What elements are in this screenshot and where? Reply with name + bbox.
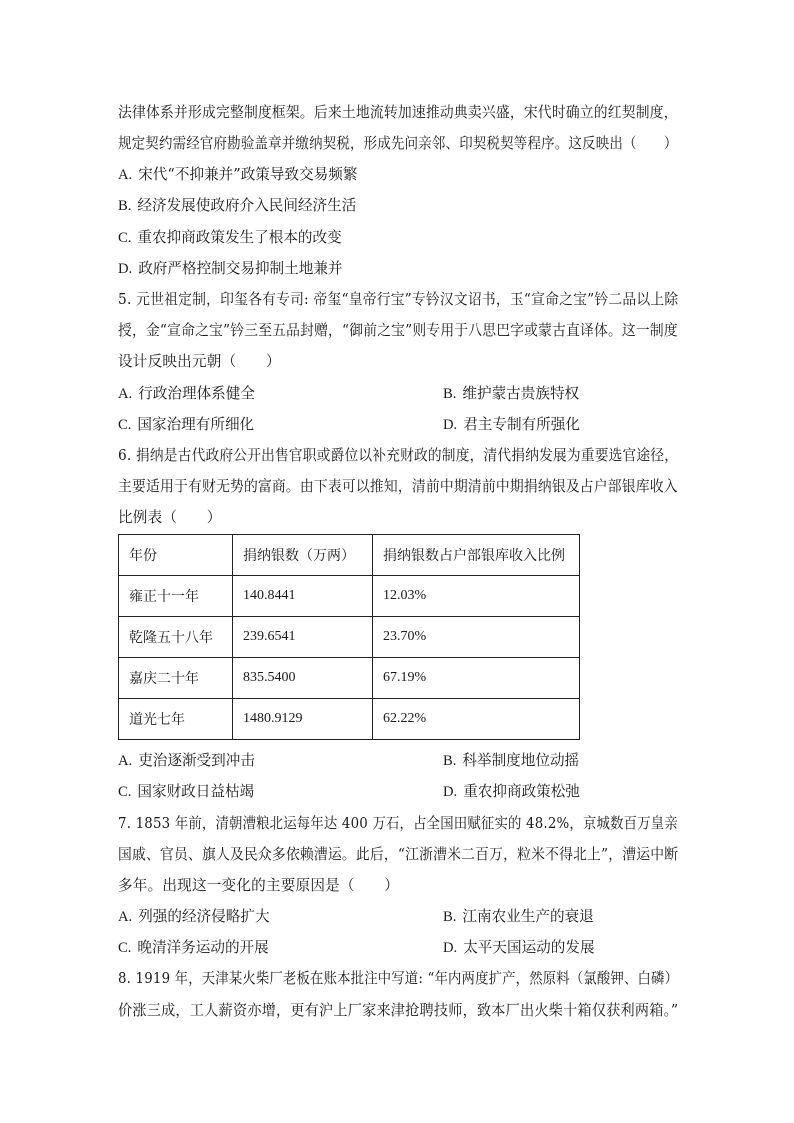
table-row xyxy=(119,658,580,699)
q7-line-3: 多年。出现这一变化的主要原因是（ ） xyxy=(118,877,400,894)
option-label: D. xyxy=(443,784,458,800)
option-label: C. xyxy=(118,940,132,956)
option-label: B. xyxy=(443,386,457,402)
table-cell-amount: 239.6541 xyxy=(233,617,373,658)
option-text: 重农抑商政策松弛 xyxy=(463,783,580,800)
table-cell-year: 道光七年 xyxy=(119,699,233,740)
q4-option-d xyxy=(118,259,343,279)
option-text: 经济发展使政府介入民间经济生活 xyxy=(137,197,357,214)
q7-option-b xyxy=(443,907,594,927)
q5-line-2: 授，金“宣命之宝”钤三至五品封赠，“御前之宝”则专用于八思巴字或蒙古直译体。这一制度 xyxy=(118,322,678,339)
option-label: C. xyxy=(118,230,132,246)
option-label: C. xyxy=(118,417,132,433)
q4-option-b xyxy=(118,196,356,216)
option-label: B. xyxy=(443,753,457,769)
option-text: 君主专制有所强化 xyxy=(463,416,580,433)
q8-line-1: 8. 1919 年，天津某火柴厂老板在账本批注中写道: “年内两度扩产，然原料（氯酸钾、白磷） xyxy=(118,970,679,987)
q6-line-1: 6. 捐纳是古代政府公开出售官职或爵位以补充财政的制度，清代捐纳发展为重要选官途径， xyxy=(118,447,679,464)
option-text: 江南农业生产的衰退 xyxy=(462,908,594,925)
q7-option-a xyxy=(118,907,270,927)
donation-table xyxy=(118,534,580,740)
q6-option-c xyxy=(118,782,254,802)
table-cell-ratio: 62.22% xyxy=(373,699,580,740)
table-header-cell: 年份 xyxy=(119,535,233,576)
option-label: A. xyxy=(118,386,133,402)
q8-line-2: 价涨三成，工人薪资亦增，更有沪上厂家来津抢聘技师，致本厂出火柴十箱仅获利两箱。” xyxy=(118,1002,679,1019)
q4-option-a xyxy=(118,165,357,185)
table-cell-amount: 1480.9129 xyxy=(233,699,373,740)
option-text: 晚清洋务运动的开展 xyxy=(137,939,269,956)
option-text: 科举制度地位动摇 xyxy=(462,752,580,769)
q5-option-a xyxy=(118,384,255,404)
table-cell-year: 嘉庆二十年 xyxy=(119,658,233,699)
q6-line-3: 比例表（ ） xyxy=(118,509,222,526)
option-text: 宋代“不抑兼并”政策导致交易频繁 xyxy=(138,166,358,183)
option-label: A. xyxy=(118,909,133,925)
q6-option-d xyxy=(443,782,580,802)
table-header-row xyxy=(119,535,580,576)
option-label: D. xyxy=(118,261,133,277)
option-label: B. xyxy=(443,909,457,925)
q6-option-a xyxy=(118,751,255,771)
q4-option-c xyxy=(118,228,342,248)
table-cell-amount: 140.8441 xyxy=(233,576,373,617)
q5-option-b xyxy=(443,384,579,404)
option-text: 国家治理有所细化 xyxy=(137,416,255,433)
table-cell-ratio: 67.19% xyxy=(373,658,580,699)
q6-line-2: 主要适用于有财无势的富商。由下表可以推知，清前中期清前中期捐纳银及占户部银库收入 xyxy=(118,478,678,495)
q5-line-3: 设计反映出元朝（ ） xyxy=(118,353,281,370)
option-text: 维护蒙古贵族特权 xyxy=(462,385,580,402)
option-text: 国家财政日益枯竭 xyxy=(137,783,255,800)
option-text: 吏治逐渐受到冲击 xyxy=(138,752,255,769)
q7-line-1: 7. 1853 年前，清朝漕粮北运每年达 400 万石，占全国田赋征实的 48.2%，京城数百万皇亲 xyxy=(118,815,678,832)
option-label: D. xyxy=(443,417,458,433)
q5-option-d xyxy=(443,415,580,435)
option-text: 列强的经济侵略扩大 xyxy=(138,908,270,925)
table-header-cell: 捐纳银数（万两） xyxy=(233,535,373,576)
option-text: 太平天国运动的发展 xyxy=(463,939,595,956)
q7-line-2: 国戚、官员、旗人及民众多依赖漕运。此后，“江浙漕米二百万，粒米不得北上”，漕运中断 xyxy=(118,846,679,863)
table-header-cell: 捐纳银数占户部银库收入比例 xyxy=(373,535,580,576)
q6-option-b xyxy=(443,751,579,771)
table-cell-ratio: 12.03% xyxy=(373,576,580,617)
option-label: B. xyxy=(118,198,132,214)
option-text: 政府严格控制交易抑制土地兼并 xyxy=(138,260,343,277)
option-text: 行政治理体系健全 xyxy=(138,385,255,402)
table-row xyxy=(119,617,580,658)
option-label: D. xyxy=(443,940,458,956)
q4-line-2: 规定契约需经官府勘验盖章并缴纳契税，形成先问亲邻、印契税契等程序。这反映出（ ） xyxy=(118,135,678,152)
table-cell-year: 雍正十一年 xyxy=(119,576,233,617)
q5-line-1: 5. 元世祖定制，印玺各有专司: 帝玺“皇帝行宝”专钤汉文诏书，玉“宣命之宝”钤二品以上除 xyxy=(118,291,679,308)
table-cell-ratio: 23.70% xyxy=(373,617,580,658)
option-label: A. xyxy=(118,167,133,183)
option-text: 重农抑商政策发生了根本的改变 xyxy=(137,229,342,246)
q4-line-1: 法律体系并形成完整制度框架。后来土地流转加速推动典卖兴盛，宋代时确立的红契制度， xyxy=(118,104,678,121)
option-label: A. xyxy=(118,753,133,769)
q7-option-c xyxy=(118,938,269,958)
table-cell-amount: 835.5400 xyxy=(233,658,373,699)
table-row xyxy=(119,699,580,740)
q5-option-c xyxy=(118,415,254,435)
option-label: C. xyxy=(118,784,132,800)
table-cell-year: 乾隆五十八年 xyxy=(119,617,233,658)
table-row xyxy=(119,576,580,617)
q7-option-d xyxy=(443,938,595,958)
